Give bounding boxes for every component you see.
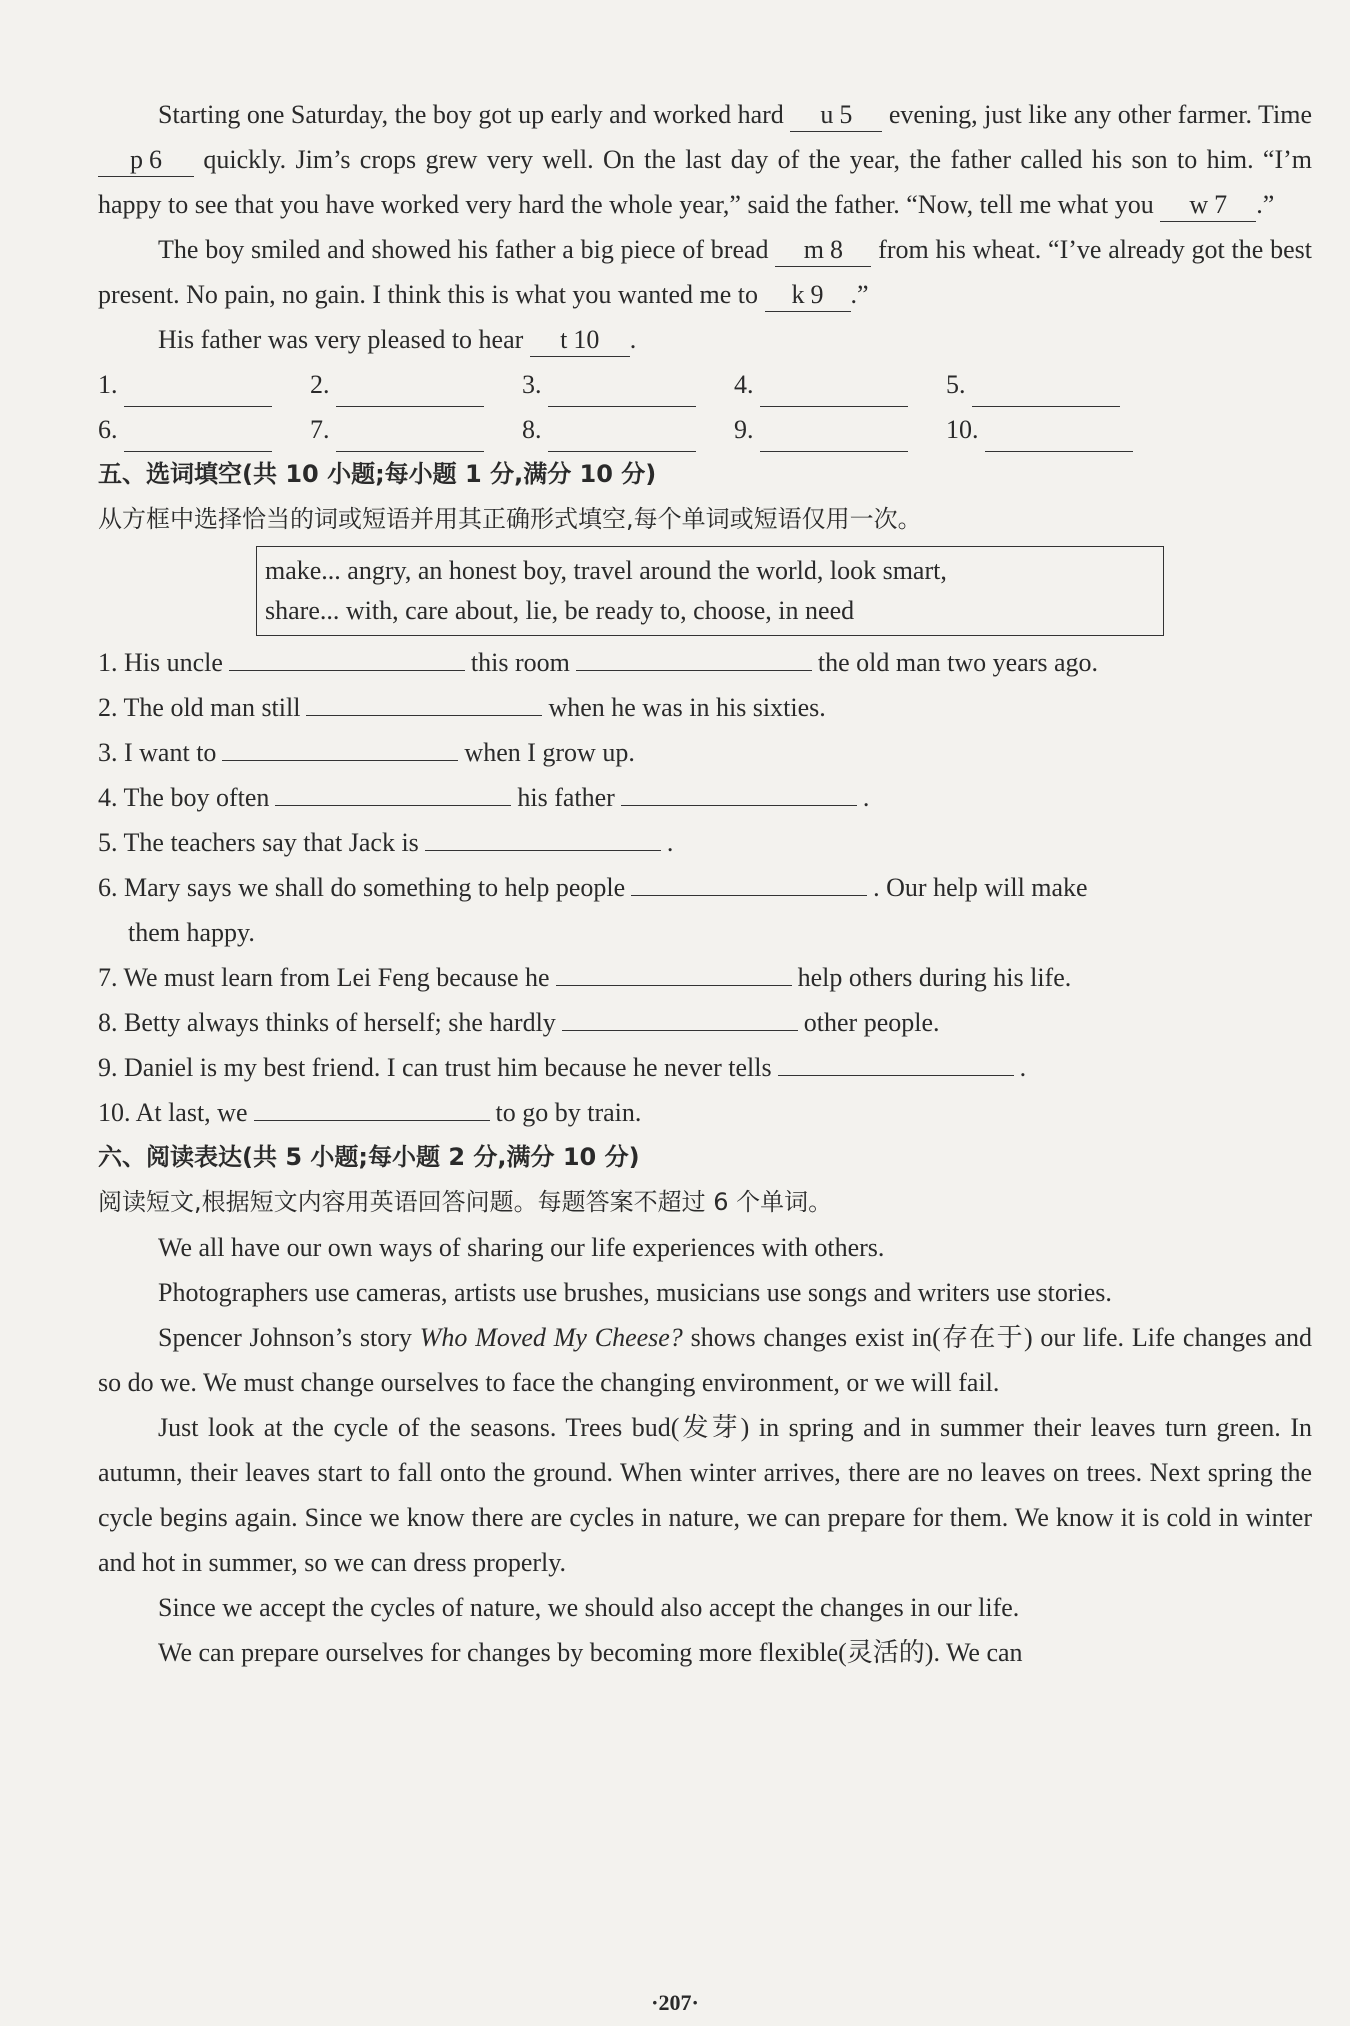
section-6-instruction: 阅读短文,根据短文内容用英语回答问题。每题答案不超过 6 个单词。 bbox=[98, 1188, 833, 1216]
reading-paragraph: Spencer Johnson’s story Who Moved My Cheese? shows changes exist in(存在于) our life. Life changes and so do we. We must change ourselves to face the changing environment, or we will fail. bbox=[98, 1323, 1312, 1397]
question-9: 9. Daniel is my best friend. I can trust him because he never tells . bbox=[98, 1045, 1312, 1090]
question-4: 4. The boy often his father . bbox=[98, 775, 1312, 820]
question-7: 7. We must learn from Lei Feng because he help others during his life. bbox=[98, 955, 1312, 1000]
answer-slot[interactable]: 7. bbox=[310, 407, 522, 452]
text: from his wheat. “I’ve already got the best present. No pain, no gain. I think this is what you wanted me to bbox=[98, 235, 1313, 309]
content-area bbox=[98, 92, 1312, 1675]
fill-blank[interactable] bbox=[556, 955, 792, 986]
answer-line[interactable] bbox=[548, 376, 696, 407]
question-2: 2. The old man still when he was in his sixties. bbox=[98, 685, 1312, 730]
answer-slot[interactable]: 1. bbox=[98, 362, 310, 407]
section-6-title: 六、阅读表达(共 5 小题;每小题 2 分,满分 10 分) bbox=[98, 1143, 640, 1171]
answer-slot[interactable]: 3. bbox=[522, 362, 734, 407]
reading-paragraph: We all have our own ways of sharing our life experiences with others. bbox=[158, 1233, 885, 1262]
fill-blank[interactable] bbox=[229, 640, 465, 671]
page-number: ·207· bbox=[651, 1990, 699, 2015]
fill-blank[interactable] bbox=[254, 1090, 490, 1121]
question-1: 1. His uncle this room the old man two years ago. bbox=[98, 640, 1312, 685]
text: Starting one Saturday, the boy got up early and worked hard bbox=[158, 100, 784, 129]
question-10: 10. At last, we to go by train. bbox=[98, 1090, 1312, 1135]
fill-blank[interactable] bbox=[576, 640, 812, 671]
cloze-blank-7[interactable]: w 7 bbox=[1160, 189, 1256, 222]
answer-slot[interactable]: 8. bbox=[522, 407, 734, 452]
cloze-blank-9[interactable]: k 9 bbox=[765, 279, 851, 312]
question-5: 5. The teachers say that Jack is . bbox=[98, 820, 1312, 865]
answer-row bbox=[98, 362, 1312, 407]
section-5-instruction: 从方框中选择恰当的词或短语并用其正确形式填空,每个单词或短语仅用一次。 bbox=[98, 505, 922, 533]
passage-paragraph: The boy smiled and showed his father a big piece of bread m 8 from his wheat. “I’ve already got the best present. No pain, no gain. I think this is what you wanted me to k 9 .” bbox=[98, 227, 1312, 317]
fill-blank[interactable] bbox=[778, 1045, 1014, 1076]
question-8: 8. Betty always thinks of herself; she hardly other people. bbox=[98, 1000, 1312, 1045]
fill-blank[interactable] bbox=[562, 1000, 798, 1031]
fill-blank[interactable] bbox=[631, 865, 867, 896]
reading-paragraph: Photographers use cameras, artists use brushes, musicians use songs and writers use stories. bbox=[158, 1278, 1112, 1307]
answer-slot[interactable]: 2. bbox=[310, 362, 522, 407]
fill-blank[interactable] bbox=[425, 820, 661, 851]
answer-line[interactable] bbox=[972, 376, 1120, 407]
answer-line[interactable] bbox=[760, 421, 908, 452]
book-title: Who Moved My Cheese? bbox=[419, 1323, 683, 1352]
answer-line[interactable] bbox=[124, 421, 272, 452]
fill-blank[interactable] bbox=[275, 775, 511, 806]
text: evening, just like any other farmer. Time bbox=[888, 100, 1313, 129]
answer-line[interactable] bbox=[336, 421, 484, 452]
word-bank-line: share... with, care about, lie, be ready to, choose, in need bbox=[265, 596, 855, 625]
answer-row bbox=[98, 407, 1312, 452]
word-bank-box bbox=[256, 546, 1164, 636]
answer-slot[interactable]: 5. bbox=[946, 362, 1158, 407]
question-6: 6. Mary says we shall do something to help people . Our help will make them happy. bbox=[98, 865, 1312, 955]
answer-line[interactable] bbox=[124, 376, 272, 407]
reading-paragraph: Just look at the cycle of the seasons. Trees bud(发芽) in spring and in summer their leaves turn green. In autumn, their leaves start to fall onto the ground. When winter arrives, there are no leaves on trees. Next spring the cycle begins again. Since we know there are cycles in nature, we can prepare for them. We know it is cold in winter and hot in summer, so we can dress properly. bbox=[98, 1413, 1312, 1577]
cloze-blank-6[interactable]: p 6 bbox=[98, 144, 194, 177]
fill-blank[interactable] bbox=[621, 775, 857, 806]
text: The boy smiled and showed his father a big piece of bread bbox=[158, 235, 769, 264]
answer-slot[interactable]: 10. bbox=[946, 407, 1158, 452]
word-bank-line: make... angry, an honest boy, travel around the world, look smart, bbox=[265, 556, 947, 585]
reading-paragraph: Since we accept the cycles of nature, we should also accept the changes in our life. bbox=[158, 1593, 1020, 1622]
passage-paragraph: Starting one Saturday, the boy got up early and worked hard u 5 evening, just like any other farmer. Time p 6 quickly. Jim’s crops grew very well. On the last day of the year, the father called his son to him. “I’m happy to see that you have worked very hard the whole year,” said the father. “Now, tell me what you w 7 .” bbox=[98, 92, 1312, 227]
cloze-blank-10[interactable]: t 10 bbox=[530, 324, 630, 357]
text: quickly. Jim’s crops grew very well. On the last day of the year, the father called his son to him. “I’m happy to see that you have worked very hard the whole year,” said the father. “Now, tell me what you bbox=[98, 145, 1313, 219]
reading-paragraph: We can prepare ourselves for changes by becoming more flexible(灵活的). We can bbox=[158, 1638, 1023, 1667]
cloze-blank-8[interactable]: m 8 bbox=[775, 234, 871, 267]
answer-slot[interactable]: 9. bbox=[734, 407, 946, 452]
text: His father was very pleased to hear bbox=[158, 325, 524, 354]
cloze-blank-5[interactable]: u 5 bbox=[790, 99, 882, 132]
answer-line[interactable] bbox=[760, 376, 908, 407]
passage-paragraph: His father was very pleased to hear t 10 . bbox=[98, 317, 1312, 362]
fill-blank[interactable] bbox=[306, 685, 542, 716]
fill-blank[interactable] bbox=[222, 730, 458, 761]
question-3: 3. I want to when I grow up. bbox=[98, 730, 1312, 775]
answer-line[interactable] bbox=[336, 376, 484, 407]
answer-slot[interactable]: 6. bbox=[98, 407, 310, 452]
answer-slot[interactable]: 4. bbox=[734, 362, 946, 407]
section-5-title: 五、选词填空(共 10 小题;每小题 1 分,满分 10 分) bbox=[98, 460, 657, 488]
answer-line[interactable] bbox=[985, 421, 1133, 452]
answer-line[interactable] bbox=[548, 421, 696, 452]
